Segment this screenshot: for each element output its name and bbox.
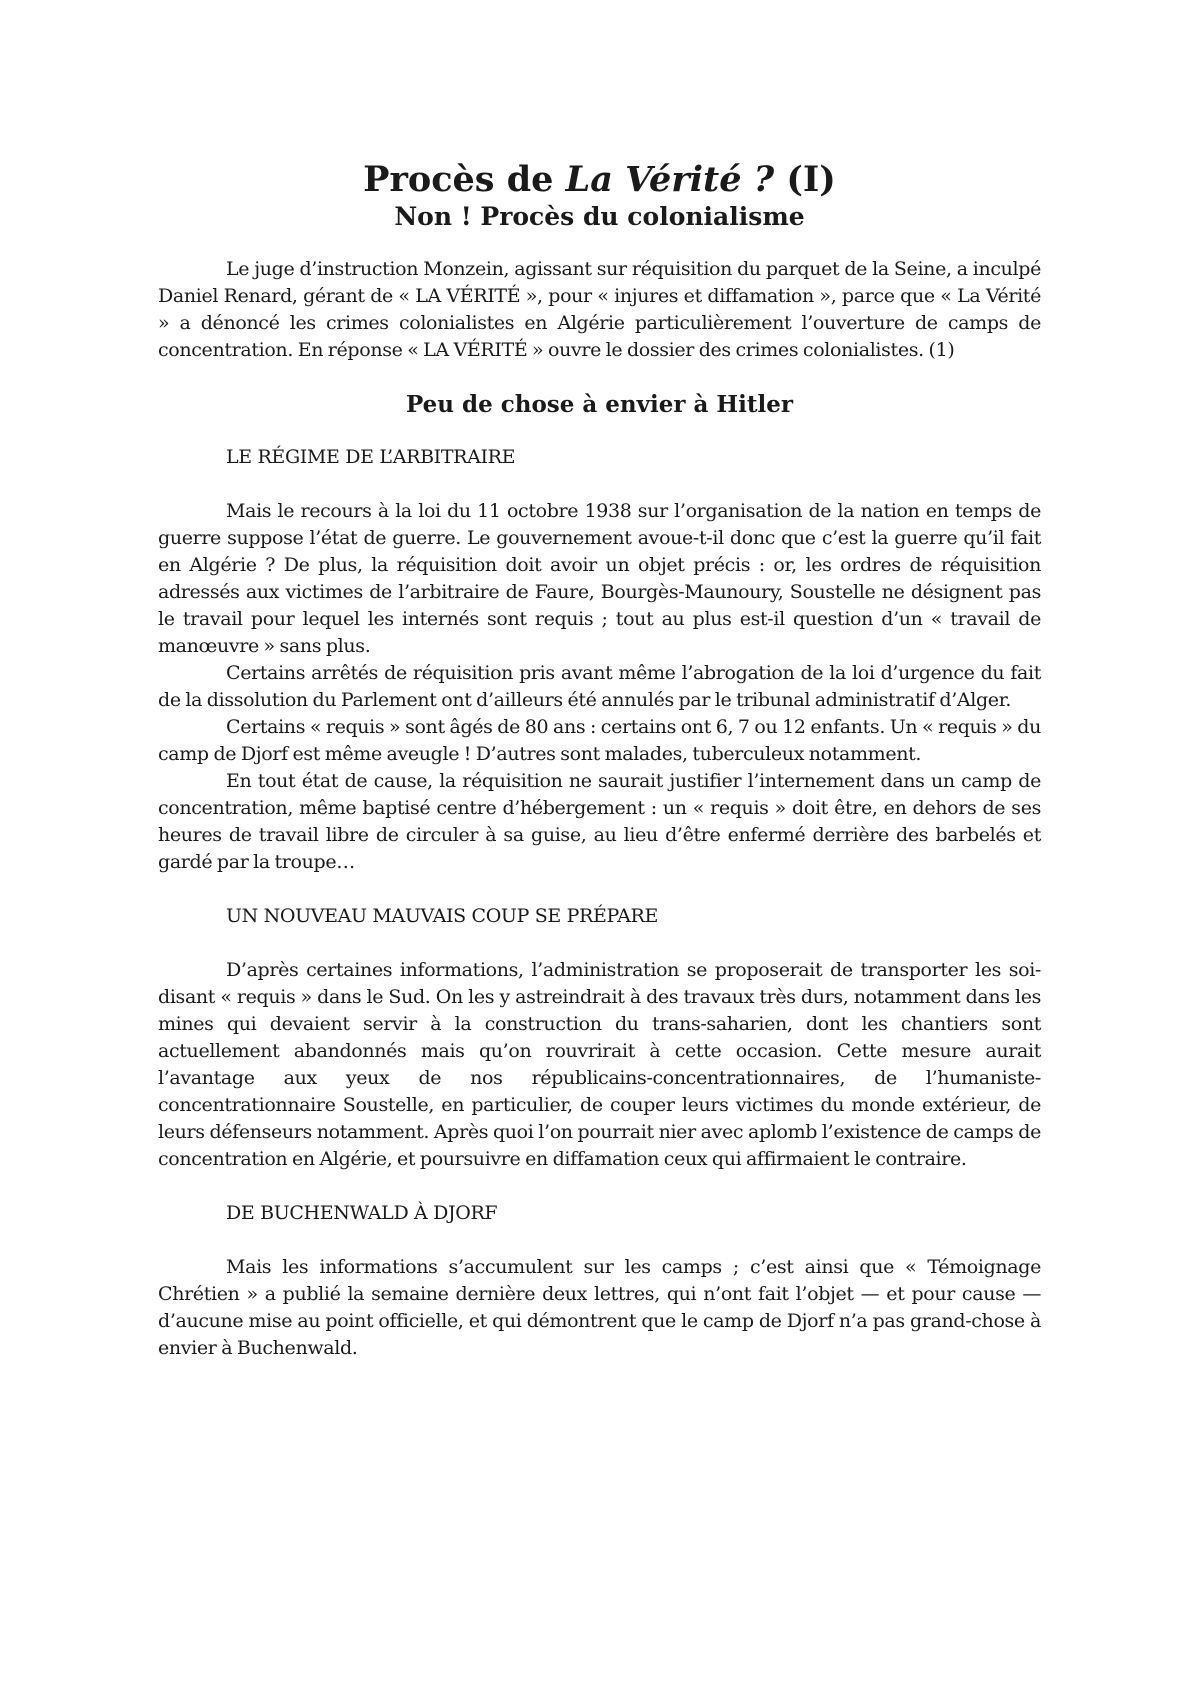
document-subtitle: Non ! Procès du colonialisme (394, 202, 805, 231)
subheading-buchenwald: DE BUCHENWALD À DJORF (226, 1202, 498, 1224)
section-arbitraire (158, 444, 1041, 876)
paragraph: Mais les informations s’accumulent sur les camps ; c’est ainsi que « Témoignage Chrétien » a publié la semaine dernière deux lettres, qui n’ont fait l’objet — et pour cause — d’aucune mise au point officielle, et qui démontrent que le camp de Djorf n’a pas grand-chose à envier à Buchenwald. (158, 1256, 1041, 1359)
title-suffix: (I) (774, 159, 836, 200)
subheading-arbitraire: LE RÉGIME DE L’ARBITRAIRE (226, 446, 516, 468)
section-heading: Peu de chose à envier à Hitler (405, 391, 794, 418)
paragraph: Certains arrêtés de réquisition pris avant même l’abrogation de la loi d’urgence du fait de la dissolution du Parlement ont d’ailleurs été annulés par le tribunal administratif d’Alger. (158, 662, 1041, 711)
paragraph: En tout état de cause, la réquisition ne saurait justifier l’internement dans un camp de concentration, même baptisé centre d’hébergement : un « requis » doit être, en dehors de ses heures de travail libre de circuler à sa guise, au lieu d’être enfermé derrière des barbelés et gardé par la troupe… (158, 770, 1041, 873)
title-prefix: Procès de (363, 159, 566, 200)
paragraph: Mais le recours à la loi du 11 octobre 1938 sur l’organisation de la nation en temps de guerre suppose l’état de guerre. Le gouvernement avoue-t-il donc que c’est la guerre qu’il fait en Algérie ? De plus, la réquisition doit avoir un objet précis : or, les ordres de réquisition adressés aux victimes de l’arbitraire de Faure, Bourgès-Maunoury, Soustelle ne désignent pas le travail pour lequel les internés sont requis ; tout au plus est-il question d’un « travail de manœuvre » sans plus. (158, 500, 1041, 657)
title-newspaper-name: La Vérité ? (565, 159, 775, 200)
paragraph: Certains « requis » sont âgés de 80 ans : certains ont 6, 7 ou 12 enfants. Un « requis » du camp de Djorf est même aveugle ! D’autres sont malades, tuberculeux notamment. (158, 716, 1041, 765)
intro-paragraph: Le juge d’instruction Monzein, agissant sur réquisition du parquet de la Seine, a inculpé Daniel Renard, gérant de « LA VÉRITÉ », pour « injures et diffamation », parce que « La Vérité » a dénoncé les crimes colonialistes en Algérie particulièrement l’ouverture de camps de concentration. En réponse « LA VÉRITÉ » ouvre le dossier des crimes colonialistes. (1) (158, 258, 1041, 361)
document-title (158, 160, 1041, 200)
paragraph: D’après certaines informations, l’administration se proposerait de transporter les soi-disant « requis » dans le Sud. On les y astreindrait à des travaux très durs, notamment dans les mines qui devaient servir à la construction du trans-saharien, dont les chantiers sont actuellement abandonnés mais qu’on rouvrirait à cette occasion. Cette mesure aurait l’avantage aux yeux de nos républicains-concentrationnaires, de l’humaniste-concentrationnaire Soustelle, en particulier, de couper leurs victimes du monde extérieur, de leurs défenseurs notamment. Après quoi l’on pourrait nier avec aplomb l’existence de camps de concentration en Algérie, et poursuivre en diffamation ceux qui affirmaient le contraire. (158, 959, 1041, 1170)
section-buchenwald (158, 1200, 1041, 1362)
document-page (158, 160, 1041, 1362)
section-mauvais-coup (158, 903, 1041, 1173)
subheading-mauvais-coup: UN NOUVEAU MAUVAIS COUP SE PRÉPARE (226, 905, 659, 927)
